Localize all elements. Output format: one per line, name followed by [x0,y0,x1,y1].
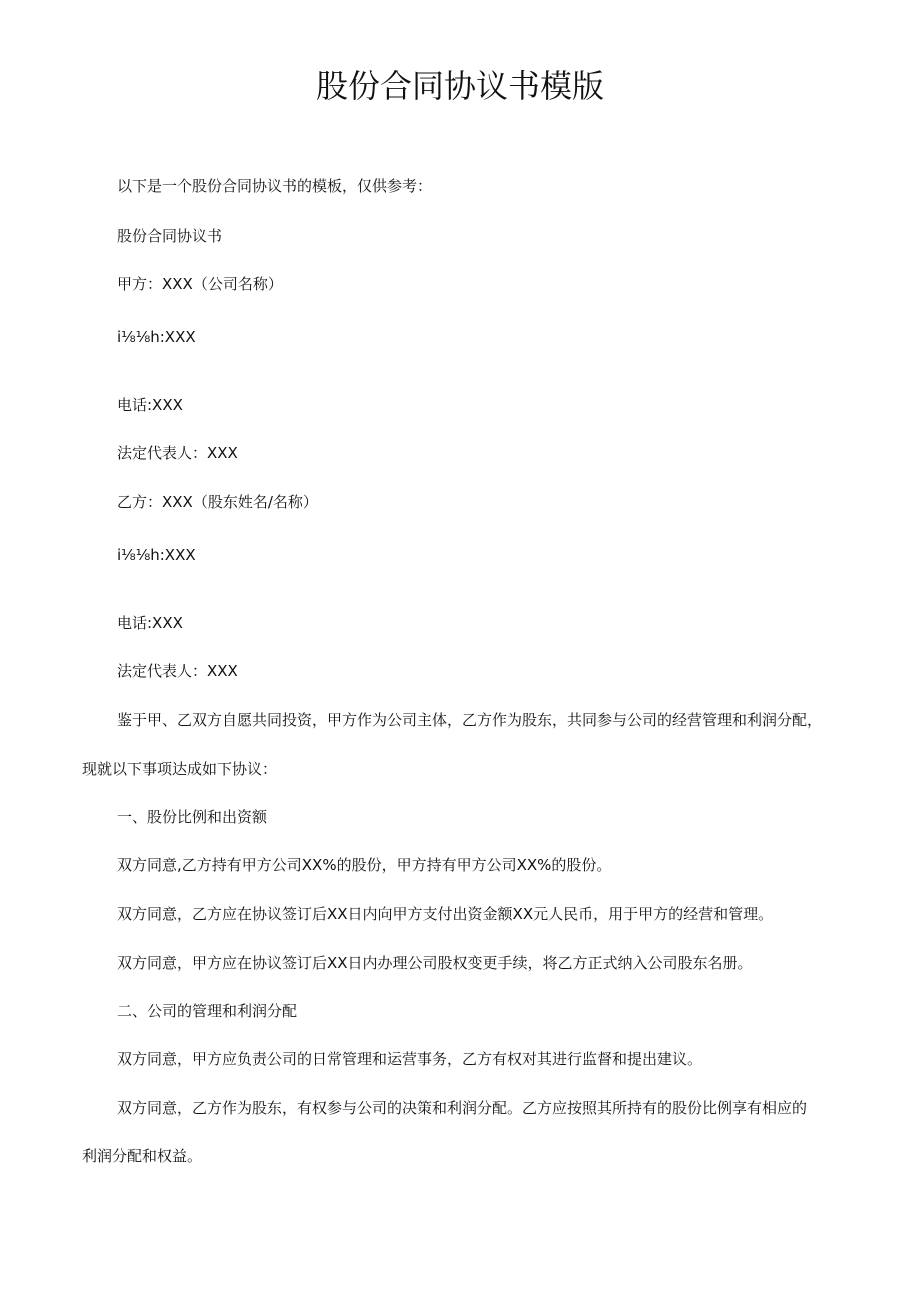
party-a-name: 甲方：XXX（公司名称） [117,275,283,293]
party-a-phone: 电话:XXX [117,396,183,414]
preamble-line-1: 鉴于甲、乙双方自愿共同投资，甲方作为公司主体，乙方作为股东，共同参与公司的经营管理和利润分配， [117,711,823,729]
section-2-clause-1: 双方同意，甲方应负责公司的日常管理和运营事务，乙方有权对其进行监督和提出建议。 [117,1050,703,1068]
preamble-line-2: 现就以下事项达成如下协议： [82,760,278,778]
section-1-clause-2: 双方同意，乙方应在协议签订后XX日内向甲方支付出资金额XX元人民币，用于甲方的经营和管理。 [117,905,774,923]
section-1-heading: 一、股份比例和出资额 [117,808,268,826]
party-b-representative: 法定代表人：XXX [117,662,238,680]
party-b-address: i⅛⅛h:XXX [117,546,196,564]
party-a-representative: 法定代表人：XXX [117,444,238,462]
section-1-clause-1: 双方同意,乙方持有甲方公司XX%的股份，甲方持有甲方公司XX%的股份。 [117,856,612,874]
document-title: 股份合同协议书模版 [315,67,604,105]
section-2-clause-2-line-1: 双方同意，乙方作为股东，有权参与公司的决策和利润分配。乙方应按照其所持有的股份比例享有相应的 [117,1099,808,1117]
section-2-clause-2-line-2: 利润分配和权益。 [82,1147,203,1165]
section-1-clause-3: 双方同意，甲方应在协议签订后XX日内办理公司股权变更手续，将乙方正式纳入公司股东名册。 [117,954,753,972]
party-a-address: i⅛⅛h:XXX [117,328,196,346]
section-2-heading: 二、公司的管理和利润分配 [117,1002,298,1020]
intro-paragraph: 以下是一个股份合同协议书的模板，仅供参考： [117,177,433,195]
party-b-phone: 电话:XXX [117,614,183,632]
contract-heading: 股份合同协议书 [117,227,223,245]
party-b-name: 乙方：XXX（股东姓名/名称） [117,493,318,511]
